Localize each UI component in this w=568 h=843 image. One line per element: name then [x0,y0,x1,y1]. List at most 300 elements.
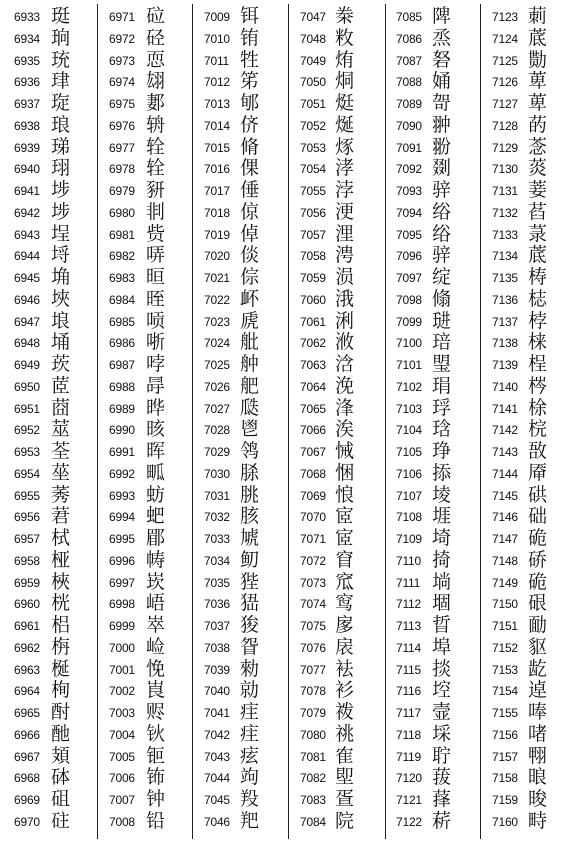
entry-number: 7104 [396,423,422,438]
entry-number: 7102 [396,379,422,394]
entry-character: 祧 [335,722,355,745]
entry-character: 峱 [240,592,260,615]
entry-character: 硍 [528,592,548,615]
entry-character: 栴 [51,635,71,658]
entry-number: 6985 [109,314,135,329]
entry-character: 硁 [146,26,166,49]
entry-character: 院 [335,809,355,832]
entry-number: 7094 [396,205,422,220]
entry-number: 6991 [109,445,135,459]
entry-number: 7041 [204,706,230,720]
entry-number: 7143 [492,445,518,459]
entry-number: 6943 [14,227,40,242]
entry-number: 7046 [204,814,230,829]
entry-number: 7063 [300,358,326,372]
entry-character: 疍 [335,788,355,810]
entry-number: 6971 [109,10,135,24]
entry-character: 绤 [432,222,452,245]
entry-character: 袪 [335,657,355,680]
entry-number: 7067 [300,445,326,459]
entry-character: 倓 [240,244,260,267]
entry-character: 聍 [432,744,452,767]
entry-number: 7093 [396,184,422,198]
entry-character: 埇 [51,331,71,354]
entry-number: 6977 [109,140,135,155]
entry-number: 6961 [14,619,40,633]
entry-character: 掭 [432,461,452,484]
entry-number: 7128 [492,118,518,133]
entry-number: 6955 [14,488,40,503]
entry-number: 7153 [492,662,518,677]
entry-character: 堎 [432,483,452,506]
entry-number: 6980 [109,205,135,220]
entry-number: 7138 [492,336,518,351]
entry-character: 菂 [528,113,548,136]
entry-number: 7114 [396,640,422,655]
entry-character: 梠 [51,614,71,636]
entry-number: 6995 [109,532,135,546]
entry-number: 7056 [300,205,326,220]
entry-number: 7106 [396,466,422,481]
entry-number: 6945 [14,271,40,285]
entry-character: 烠 [335,48,355,71]
entry-character: 烶 [335,92,355,114]
entry-number: 7000 [109,640,135,655]
entry-number: 6941 [14,184,40,198]
entry-character: 辁 [146,135,166,158]
entry-character: 晖 [146,440,166,462]
entry-number: 7098 [396,292,422,307]
entry-character: 琞 [432,353,452,375]
entry-number: 7024 [204,336,230,351]
entry-number: 7079 [300,706,326,720]
entry-character: 晊 [146,287,166,310]
entry-number: 6948 [14,336,40,351]
entry-character: 勔 [528,614,548,636]
entry-number: 6951 [14,401,40,416]
entry-number: 7090 [396,118,422,133]
entry-number: 7016 [204,162,230,177]
entry-number: 7069 [300,488,326,503]
entry-number: 6960 [14,597,40,612]
entry-character: 砵 [51,766,71,789]
entry-number: 6974 [109,75,135,90]
entry-character: 厣 [528,461,548,484]
entry-character: 赆 [146,701,166,723]
entry-number: 7085 [396,10,422,24]
entry-character: 砫 [51,809,71,832]
entry-number: 7050 [300,75,326,90]
entry-character: 晔 [146,396,166,419]
entry-character: 隺 [335,744,355,767]
entry-number: 6958 [14,553,40,568]
entry-number: 7158 [492,771,518,786]
entry-number: 6966 [14,727,40,742]
entry-character: 鬯 [240,418,260,441]
entry-character: 硔 [528,483,548,506]
entry-number: 7129 [492,140,518,155]
entry-character: 绤 [432,200,452,223]
entry-character: 烼 [335,135,355,158]
entry-number: 7004 [109,727,135,742]
entry-character: 狻 [240,614,260,636]
entry-character: 硚 [528,548,548,571]
entry-character: 桄 [51,592,71,615]
entry-character: 翂 [432,135,452,158]
entry-character: 烝 [432,26,452,49]
entry-number: 7049 [300,53,326,68]
entry-character: 崀 [146,679,166,702]
entry-character: 堲 [335,766,355,789]
entry-number: 7028 [204,423,230,438]
entry-character: 鱽 [240,548,260,571]
entry-number: 7026 [204,379,230,394]
entry-number: 6981 [109,227,135,242]
entry-number: 7076 [300,640,326,655]
entry-character: 埫 [432,570,452,593]
entry-character: 钟 [146,788,166,810]
entry-number: 7154 [492,684,518,699]
entry-character: 晙 [528,788,548,810]
entry-number: 7043 [204,749,230,764]
entry-character: 郪 [146,92,166,114]
entry-number: 7010 [204,31,230,46]
entry-number: 7021 [204,271,230,285]
entry-number: 7048 [300,31,326,46]
entry-character: 萆 [528,92,548,114]
entry-number: 7023 [204,314,230,329]
entry-number: 7040 [204,684,230,699]
entry-character: 晐 [146,418,166,441]
entry-number: 7057 [300,227,326,242]
entry-number: 7018 [204,205,230,220]
entry-character: 頍 [51,744,71,767]
entry-character: 扅 [335,614,355,636]
entry-number: 7065 [300,401,326,416]
entry-character: 浬 [335,222,355,245]
entry-character: 牲 [240,48,260,71]
entry-number: 6996 [109,553,135,568]
entry-character: 悃 [335,461,355,484]
entry-number: 6992 [109,466,135,481]
entry-number: 7151 [492,619,518,633]
entry-number: 7130 [492,162,518,177]
entry-number: 7144 [492,466,518,481]
entry-character: 珽 [51,5,71,27]
entry-number: 7081 [300,749,326,764]
entry-character: 㛚 [432,70,452,93]
entry-character: 浛 [335,353,355,375]
entry-number: 7055 [300,184,326,198]
entry-number: 6936 [14,75,40,90]
entry-number: 6986 [109,336,135,351]
entry-character: 疰 [240,722,260,745]
table-column [14,0,98,843]
entry-character: 埉 [51,287,71,310]
entry-character: 唪 [528,701,548,723]
entry-character: 悢 [335,483,355,506]
entry-character: 琀 [432,418,452,441]
entry-number: 7083 [300,793,326,807]
entry-number: 7156 [492,727,518,742]
entry-number: 6949 [14,358,40,372]
entry-character: 剕 [146,200,166,223]
entry-character: 羖 [240,788,260,810]
entry-number: 7032 [204,510,230,525]
entry-character: 竘 [240,766,260,789]
entry-number: 6933 [14,10,40,24]
entry-character: 梽 [528,287,548,310]
entry-character: 涄 [335,244,355,267]
entry-character: 啫 [528,722,548,745]
entry-number: 6998 [109,597,135,612]
entry-character: 埗 [51,179,71,201]
entry-number: 6975 [109,97,135,111]
entry-character: 埕 [51,222,71,245]
entry-number: 7030 [204,466,230,481]
entry-number: 7044 [204,771,230,786]
entry-number: 6970 [14,814,40,829]
entry-character: 涐 [335,287,355,310]
entry-number: 7047 [300,10,326,24]
entry-character: 舯 [240,353,260,375]
entry-character: 烻 [335,113,355,136]
table-column [492,0,568,843]
entry-character: 莿 [528,5,548,27]
entry-number: 7036 [204,597,230,612]
table-column [396,0,480,843]
entry-number: 6982 [109,249,135,264]
entry-number: 7029 [204,445,230,459]
entry-number: 7005 [109,749,135,764]
entry-number: 6976 [109,118,135,133]
entry-character: 埠 [432,635,452,658]
entry-number: 7017 [204,184,230,198]
entry-character: 陴 [432,5,452,27]
entry-number: 7051 [300,97,326,111]
entry-character: 㫰 [528,766,548,789]
entry-character: 窅 [335,548,355,571]
entry-number: 7034 [204,553,230,568]
entry-number: 7116 [396,684,422,699]
entry-number: 7147 [492,532,518,546]
entry-number: 7031 [204,488,230,503]
entry-number: 7088 [396,75,422,90]
entry-number: 6984 [109,292,135,307]
entry-number: 7136 [492,292,518,307]
entry-number: 7078 [300,684,326,699]
entry-character: 哱 [146,353,166,375]
entry-number: 7111 [396,575,421,590]
entry-character: 倧 [240,266,260,288]
entry-number: 7142 [492,423,518,438]
entry-character: 莠 [51,483,71,506]
entry-number: 7109 [396,532,422,546]
entry-number: 7135 [492,271,518,285]
entry-number: 7133 [492,227,518,242]
entry-character: 铅 [146,809,166,832]
column-divider [97,4,98,839]
entry-number: 6950 [14,379,40,394]
entry-number: 7045 [204,793,230,807]
entry-number: 7042 [204,727,230,742]
entry-character: 菧 [528,26,548,49]
entry-character: 晢 [432,614,452,636]
entry-number: 7062 [300,336,326,351]
entry-character: 倕 [240,179,260,201]
entry-character: 胲 [240,505,260,528]
entry-character: 梡 [528,418,548,441]
table-column [300,0,384,843]
entry-character: 哢 [146,244,166,267]
entry-character: 梼 [528,266,548,288]
entry-number: 7066 [300,423,326,438]
entry-character: 梌 [528,396,548,419]
entry-character: 栒 [51,679,71,702]
entry-number: 7148 [492,553,518,568]
entry-character: 烔 [335,70,355,93]
entry-number: 6963 [14,662,40,677]
entry-number: 6959 [14,575,40,590]
entry-character: 砠 [51,788,71,810]
entry-character: 铒 [240,5,260,27]
entry-character: 朓 [240,483,260,506]
entry-character: 琄 [432,374,452,397]
entry-character: 窎 [335,592,355,615]
entry-character: 崄 [146,635,166,658]
entry-character: 峿 [146,592,166,615]
entry-number: 7071 [300,532,326,546]
entry-number: 6988 [109,379,135,394]
entry-character: 翈 [528,744,548,767]
entry-character: 蚄 [146,483,166,506]
entry-number: 7113 [396,619,422,633]
entry-character: 辀 [146,113,166,136]
entry-character: 钷 [146,744,166,767]
entry-character: 涢 [335,266,355,288]
entry-number: 7107 [396,488,422,503]
entry-number: 7091 [396,140,422,155]
entry-number: 7150 [492,597,518,612]
entry-number: 7022 [204,292,230,307]
entry-number: 6939 [14,140,40,155]
entry-character: 骍 [432,244,452,267]
entry-character: 倬 [240,222,260,245]
entry-character: 珶 [51,135,71,158]
entry-number: 7084 [300,814,326,829]
entry-character: 恧 [146,48,166,71]
entry-number: 7073 [300,575,326,590]
entry-number: 7039 [204,662,230,677]
entry-number: 6956 [14,510,40,525]
entry-number: 7105 [396,445,422,459]
entry-number: 7033 [204,532,230,546]
entry-character: 萚 [432,788,452,810]
entry-character: 敔 [528,440,548,462]
entry-character: 梾 [528,331,548,354]
entry-character: 埰 [432,722,452,745]
entry-character: 脩 [240,135,260,158]
entry-character: 堐 [432,505,452,528]
entry-character: 䝙 [528,635,548,658]
entry-number: 7124 [492,31,518,46]
entry-character: 蚆 [146,505,166,528]
entry-number: 7137 [492,314,518,329]
entry-character: 莝 [51,461,71,484]
entry-character: 荃 [51,440,71,462]
entry-number: 7008 [109,814,135,829]
entry-number: 6969 [14,793,40,807]
table-column [204,0,288,843]
entry-number: 6938 [14,118,40,133]
entry-character: 砮 [432,48,452,71]
entry-number: 6942 [14,205,40,220]
entry-character: 悈 [335,440,355,462]
entry-number: 7074 [300,597,326,612]
entry-character: 酏 [51,722,71,745]
entry-number: 7007 [109,793,135,807]
entry-number: 7061 [300,314,326,329]
entry-character: 桊 [335,5,355,27]
entry-character: 侪 [240,113,260,136]
entry-number: 7038 [204,640,230,655]
entry-character: 梜 [51,570,71,593]
entry-character: 掞 [432,657,452,680]
entry-number: 6990 [109,423,135,438]
entry-character: 莁 [51,418,71,441]
table-column [109,0,193,843]
entry-character: 桲 [528,309,548,332]
entry-number: 6947 [14,314,40,329]
entry-character: 菝 [432,766,452,789]
entry-character: 赀 [146,222,166,245]
entry-character: 脎 [240,461,260,484]
entry-number: 7103 [396,401,422,416]
entry-number: 7108 [396,510,422,525]
entry-character: 倮 [240,157,260,180]
entry-character: 钸 [146,766,166,789]
entry-number: 6954 [14,466,40,481]
entry-character: 虒 [240,309,260,332]
entry-character: 翃 [146,70,166,93]
entry-character: 龁 [528,657,548,680]
entry-character: 哿 [432,92,452,114]
entry-number: 7095 [396,227,422,242]
entry-number: 6972 [109,31,135,46]
entry-number: 7059 [300,271,326,285]
entry-character: 舭 [240,331,260,354]
entry-character: 宧 [335,527,355,549]
entry-character: 琅 [51,113,71,136]
entry-number: 7072 [300,553,326,568]
entry-number: 6993 [109,488,135,503]
entry-character: 埼 [432,527,452,549]
entry-number: 7025 [204,358,230,372]
entry-number: 6944 [14,249,40,264]
entry-number: 6999 [109,619,135,633]
entry-number: 6962 [14,640,40,655]
entry-character: 梣 [528,374,548,397]
entry-number: 7058 [300,249,326,264]
entry-number: 7118 [396,727,422,742]
entry-character: 帱 [146,548,166,571]
entry-number: 6946 [14,292,40,307]
entry-number: 7134 [492,249,518,264]
entry-character: 崁 [146,570,166,593]
entry-number: 7140 [492,379,518,394]
entry-number: 6968 [14,771,40,786]
entry-number: 7112 [396,597,422,612]
